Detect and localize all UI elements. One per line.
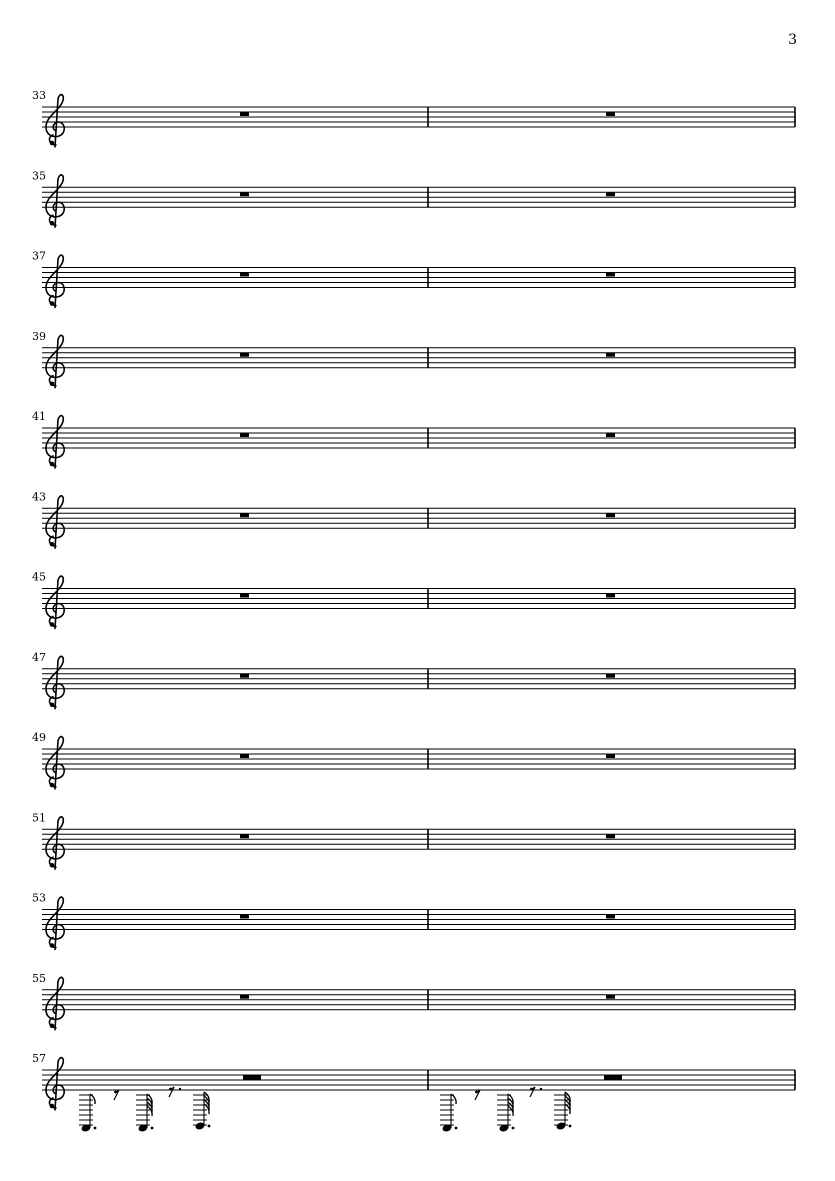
clef-dot [50,141,55,146]
measure-number: 41 [32,410,46,423]
measure-number: 57 [32,1052,46,1065]
staff-system [32,490,795,548]
whole-rest-icon [240,674,249,678]
clef-dot [50,943,55,948]
measure-number: 35 [32,169,46,183]
measure-number: 43 [32,490,46,504]
augmentation-dot [540,1088,542,1090]
staff-system [32,410,795,468]
staff-system [32,811,795,869]
treble-clef-icon [46,656,64,708]
staff-system [32,1052,795,1133]
whole-rest-icon [604,1075,622,1080]
whole-rest-icon [240,273,249,277]
measure-number: 45 [32,570,46,584]
clef-dot [50,1023,55,1028]
clef-dot [50,863,55,868]
whole-rest-icon [240,834,249,838]
whole-rest-icon [606,995,615,999]
treble-clef-icon [46,1058,64,1110]
treble-clef-icon [46,977,64,1029]
measure-number: 51 [32,811,46,825]
whole-rest-icon [606,915,615,919]
rest-dot [475,1091,478,1094]
whole-rest-icon [240,433,249,437]
whole-rest-icon [240,995,249,999]
whole-rest-icon [606,192,615,196]
augmentation-dot [569,1125,572,1128]
whole-rest-icon [606,594,615,598]
staff-system [32,651,795,709]
whole-rest-icon [606,674,615,678]
staff-system [32,731,795,789]
treble-clef-icon [46,255,64,307]
treble-clef-icon [46,175,64,227]
augmentation-dot [94,1127,97,1130]
whole-rest-icon [240,594,249,598]
clef-dot [50,301,55,306]
clef-dot [50,1104,55,1109]
page-number: 3 [788,32,797,48]
whole-rest-icon [240,915,249,919]
measure-number: 55 [32,971,46,985]
whole-rest-icon [606,273,615,277]
clef-dot [50,221,55,226]
rest-dot [114,1091,117,1094]
clef-dot [50,622,55,627]
rest-dot [530,1088,533,1091]
whole-rest-icon [606,353,615,357]
treble-clef-icon [46,576,64,628]
treble-clef-icon [46,496,64,548]
rest-dot [169,1088,172,1091]
measure-number: 39 [32,329,46,343]
measure-number: 33 [32,89,46,102]
measure-number: 53 [32,891,46,905]
measure-number: 47 [32,650,46,664]
staff-system [32,169,795,227]
measure-number: 37 [32,249,46,263]
whole-rest-icon [606,112,615,116]
treble-clef-icon [46,737,64,789]
whole-rest-icon [240,192,249,196]
clef-dot [50,462,55,467]
staff-system [32,571,795,629]
augmentation-dot [151,1127,154,1130]
augmentation-dot [179,1088,181,1090]
whole-rest-icon [240,353,249,357]
treble-clef-icon [46,95,64,147]
staff-system [32,972,795,1030]
whole-rest-icon [606,754,615,758]
augmentation-dot [455,1127,458,1130]
whole-rest-icon [606,834,615,838]
treble-clef-icon [46,817,64,869]
whole-rest-icon [240,112,249,116]
staff-system [32,250,795,308]
measure-number: 49 [32,731,46,744]
treble-clef-icon [46,416,64,468]
augmentation-dot [208,1125,211,1128]
clef-dot [50,381,55,386]
staff-system [32,892,795,950]
whole-rest-icon [240,754,249,758]
staff-system [32,89,795,147]
clef-dot [50,783,55,788]
augmentation-dot [512,1127,515,1130]
whole-rest-icon [606,433,615,437]
clef-dot [50,702,55,707]
clef-dot [50,542,55,547]
whole-rest-icon [606,513,615,517]
staff-system [32,330,795,388]
treble-clef-icon [46,897,64,949]
whole-rest-icon [240,513,249,517]
treble-clef-icon [46,335,64,387]
whole-rest-icon [243,1075,261,1080]
